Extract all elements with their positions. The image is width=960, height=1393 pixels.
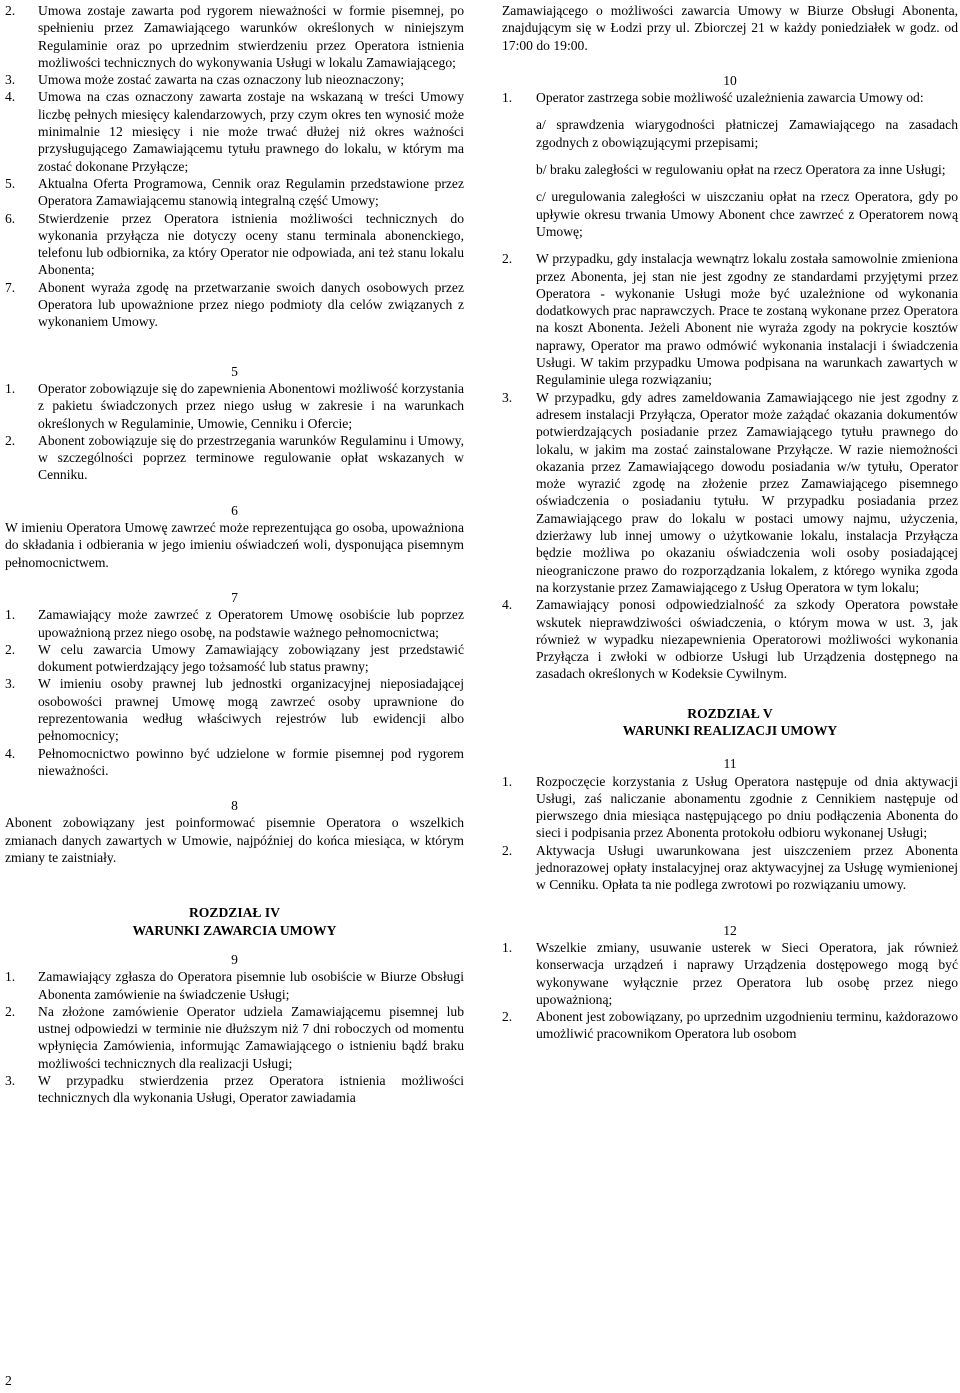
list-item: 1. Zamawiający może zawrzeć z Operatorem Umowę osobiście lub poprzez upoważnioną przez niego osobę, na podstawie ważnego pełnomocnictwa; [5, 607, 464, 640]
section-number: 9 [231, 951, 238, 967]
list-item: 2. Aktywacja Usługi uwarunkowana jest uiszczeniem przez Abonenta jednorazowej opłaty instalacyjnej oraz aktywacyjnej za Usługę wymienionej w Cenniku. Opłata ta nie podlega zwrotowi po rozwiązaniu umowy. [502, 842, 958, 893]
paragraph: W imieniu Operatora Umowę zawrzeć może reprezentująca go osoba, upoważniona do składania i odbierania w jego imieniu oświadczeń woli, dysponująca pisemnym pełnomocnictwem. [5, 520, 464, 570]
list-item: 2. W celu zawarcia Umowy Zamawiający zobowiązany jest przedstawić dokument potwierdzający jego tożsamość lub status prawny; [5, 641, 464, 675]
list-item: 3. W przypadku stwierdzenia przez Operatora istnienia możliwości technicznych dla wykonania Usługi, Operator zawiadamia [5, 1073, 464, 1106]
chapter-title: ROZDZIAŁ IV [188, 905, 281, 921]
section-number: 6 [231, 502, 238, 518]
list-item: 1. Operator zobowiązuje się do zapewnienia Abonentowi możliwość korzystania z pakietu świadczonych przez niego usług w zakresie i na warunkach określonych w Regulaminie, Umowie, Cenniku i Ofercie; [5, 380, 464, 431]
list-item: 3. W imieniu osoby prawnej lub jednostki organizacyjnej nieposiadającej osobowości prawnej Umowę mogą zawrzeć osoby uprawnione do reprezentowania według właściwych rejestrów lub ewidencji albo pełnomocnicy; [5, 676, 464, 744]
list-item: 5. Aktualna Oferta Programowa, Cennik oraz Regulamin przedstawione przez Operatora Zamawiającemu stanowią integralną część Umowy; [5, 175, 464, 209]
section-number: 5 [231, 363, 238, 379]
list-item: 2. Abonent zobowiązuje się do przestrzegania warunków Regulaminu i Umowy, w szczególności poprzez terminowe regulowanie opłat wskazanych w Cenniku. [5, 432, 464, 483]
left-column [5, 2, 464, 1107]
chapter-title: ROZDZIAŁ V [687, 705, 773, 721]
list-item: 3. Umowa może zostać zawarta na czas oznaczony lub nieoznaczony; [5, 72, 405, 88]
list-item: 1. Zamawiający zgłasza do Operatora pisemnie lub osobiście w Biurze Obsługi Abonenta zamówienie na świadczenie Usługi; [5, 969, 464, 1002]
list-item: 2. Na złożone zamówienie Operator udziela Zamawiającemu pisemnej lub ustnej odpowiedzi w terminie nie dłuższym niż 7 dni roboczych od momentu wpłynięcia Zamówienia, informując Zamawiającego o istnieniu bądź braku możliwości technicznych dla realizacji Usługi; [5, 1003, 464, 1071]
list-item: 4. Zamawiający ponosi odpowiedzialność za szkody Operatora powstałe wskutek nieprawdziwości oświadczenia, o którym mowa w ust. 3, jak również w wypadku niezapewnienia Operatorowi możliwości wykonania Przyłącza i zwłoki w odbiorze Usługi lub Urządzenia dostępnego na zasadach określonych w Kodeksie Cywilnym. [502, 597, 958, 682]
paragraph: Zamawiającego o możliwości zawarcia Umowy w Biurze Obsługi Abonenta, znajdującym się w Łodzi przy ul. Zbiorczej 21 w każdy poniedziałek w godz. od 17:00 do 19:00. [502, 3, 958, 53]
chapter-subtitle: WARUNKI ZAWARCIA UMOWY [132, 922, 337, 938]
sub-item: c/ uregulowania zaległości w uiszczaniu opłat na rzecz Operatora, gdy po upływie okresu trwania Umowy Abonent chce zawrzeć z Operatorem nową Umowę; [536, 189, 958, 239]
list-item: 3. W przypadku, gdy adres zameldowania Zamawiającego nie jest zgodny z adresem instalacji Przyłącza, Operator może zażądać okazania dokumentów potwierdzających posiadanie przez Zamawiającego tytułu prawnego do lokalu, w jakim ma zostać zainstalowane Przyłącze. W razie niemożności okazania przez Zamawiającego dowodu posiadania w/w tytułu, Operator może wyrazić zgodę na złożenie przez Zamawiającego pisemnego oświadczenia o posiadaniu tytułu. W przypadku posiadania przez Zamawiającego praw do lokalu w postaci umowy najmu, użyczenia, dzierżawy lub innej umowy o użytkowanie lokalu, instalacja Przyłącza będzie możliwa po okazaniu oświadczenia woli osoby posiadającej nieograniczone prawo do rozporządzania lokalem, z którego wynika zgoda na korzystanie przez Zamawiającego z Usług Operatora w tym lokalu; [502, 389, 958, 595]
section-number: 10 [723, 72, 737, 88]
list-item: 1. Operator zastrzega sobie możliwość uzależnienia zawarcia Umowy od: [502, 90, 924, 106]
list-item: 7. Abonent wyraża zgodę na przetwarzanie swoich danych osobowych przez Operatora lub upoważnione przez niego podmioty dla celów związanych z wykonaniem Umowy. [5, 279, 464, 330]
list-item: 1. Wszelkie zmiany, usuwanie usterek w Sieci Operatora, jak również konserwacja urządzeń i naprawy Urządzenia dostępowego mogą być wykonywane wyłącznie przez Operatora lub osobę przez niego upoważnioną; [502, 939, 958, 1007]
list-item: 4. Pełnomocnictwo powinno być udzielone w formie pisemnej pod rygorem nieważności. [5, 745, 464, 778]
list-item: 2. Abonent jest zobowiązany, po uprzednim uzgodnieniu terminu, każdorazowo umożliwić pracownikom Operatora lub osobom [502, 1009, 958, 1042]
section-number: 7 [231, 589, 238, 605]
right-column [502, 2, 958, 1043]
list-item: 2. Umowa zostaje zawarta pod rygorem nieważności w formie pisemnej, po spełnieniu przez Zamawiającego warunków określonych w niniejszym Regulaminie oraz po uprzednim stwierdzeniu przez Operatora istnienia możliwości technicznych do wykonywania Usługi w lokalu Zamawiającego; [5, 3, 464, 70]
page-number: 2 [5, 1373, 12, 1388]
sub-item: a/ sprawdzenia wiarygodności płatniczej Zamawiającego na zasadach zgodnych z obowiązującymi przepisami; [536, 117, 958, 150]
list-item: 2. W przypadku, gdy instalacja wewnątrz lokalu została samowolnie zmieniona przez Abonenta, jej stan nie jest zgodny ze standardami przyjętymi przez Operatora - wykonanie Usługi może być uzależnione od wykonania dodatkowych prac naprawczych. Prace te zostaną wykonane przez Operatora na koszt Abonenta. Jeżeli Abonent nie wyraża zgody na pokrycie kosztów naprawy, Operator ma prawo odmówić wykonania instalacji i świadczenia Usługi. W takim przypadku Umowa podpisana na warunkach zawartych w Regulaminie ulega rozwiązaniu; [502, 251, 958, 388]
list-item: 4. Umowa na czas oznaczony zawarta zostaje na wskazaną w treści Umowy liczbę pełnych miesięcy kalendarzowych, przy czym okres ten wynosić może minimalnie 12 miesięcy i nie może trwać dłużej niż okres ważności przysługującego Zamawiającemu tytułu prawnego do lokalu, w którym ma zostać dokonane Przyłącze; [5, 89, 464, 174]
section-number: 8 [231, 798, 238, 814]
section-number: 12 [723, 922, 737, 938]
list-item: 6. Stwierdzenie przez Operatora istnienia możliwości technicznych do wykonania przyłącza nie dotyczy oceny stanu terminala abonenckiego, telefonu lub odbiornika, za który Operator nie odpowiada, ani też stanu lokalu Abonenta; [5, 210, 464, 278]
list-item: 1. Rozpoczęcie korzystania z Usług Operatora następuje od dnia aktywacji Usługi, zaś naliczanie abonamentu zgodnie z Cennikiem następuje od pierwszego dnia miesiąca następującego po dniu podłączenia Abonenta do sieci i podpisania przez Abonenta protokołu odbioru wykonanej Usługi; [502, 773, 958, 841]
chapter-subtitle: WARUNKI REALIZACJI UMOWY [622, 722, 838, 738]
paragraph: Abonent zobowiązany jest poinformować pisemnie Operatora o wszelkich zmianach danych zawartych w Umowie, najpóźniej do końca miesiąca, w którym zmiany te zaistniały. [5, 815, 464, 866]
sub-item: b/ braku zaległości w regulowaniu opłat na rzecz Operatora za inne Usługi; [536, 162, 946, 178]
section-number: 11 [723, 756, 737, 772]
